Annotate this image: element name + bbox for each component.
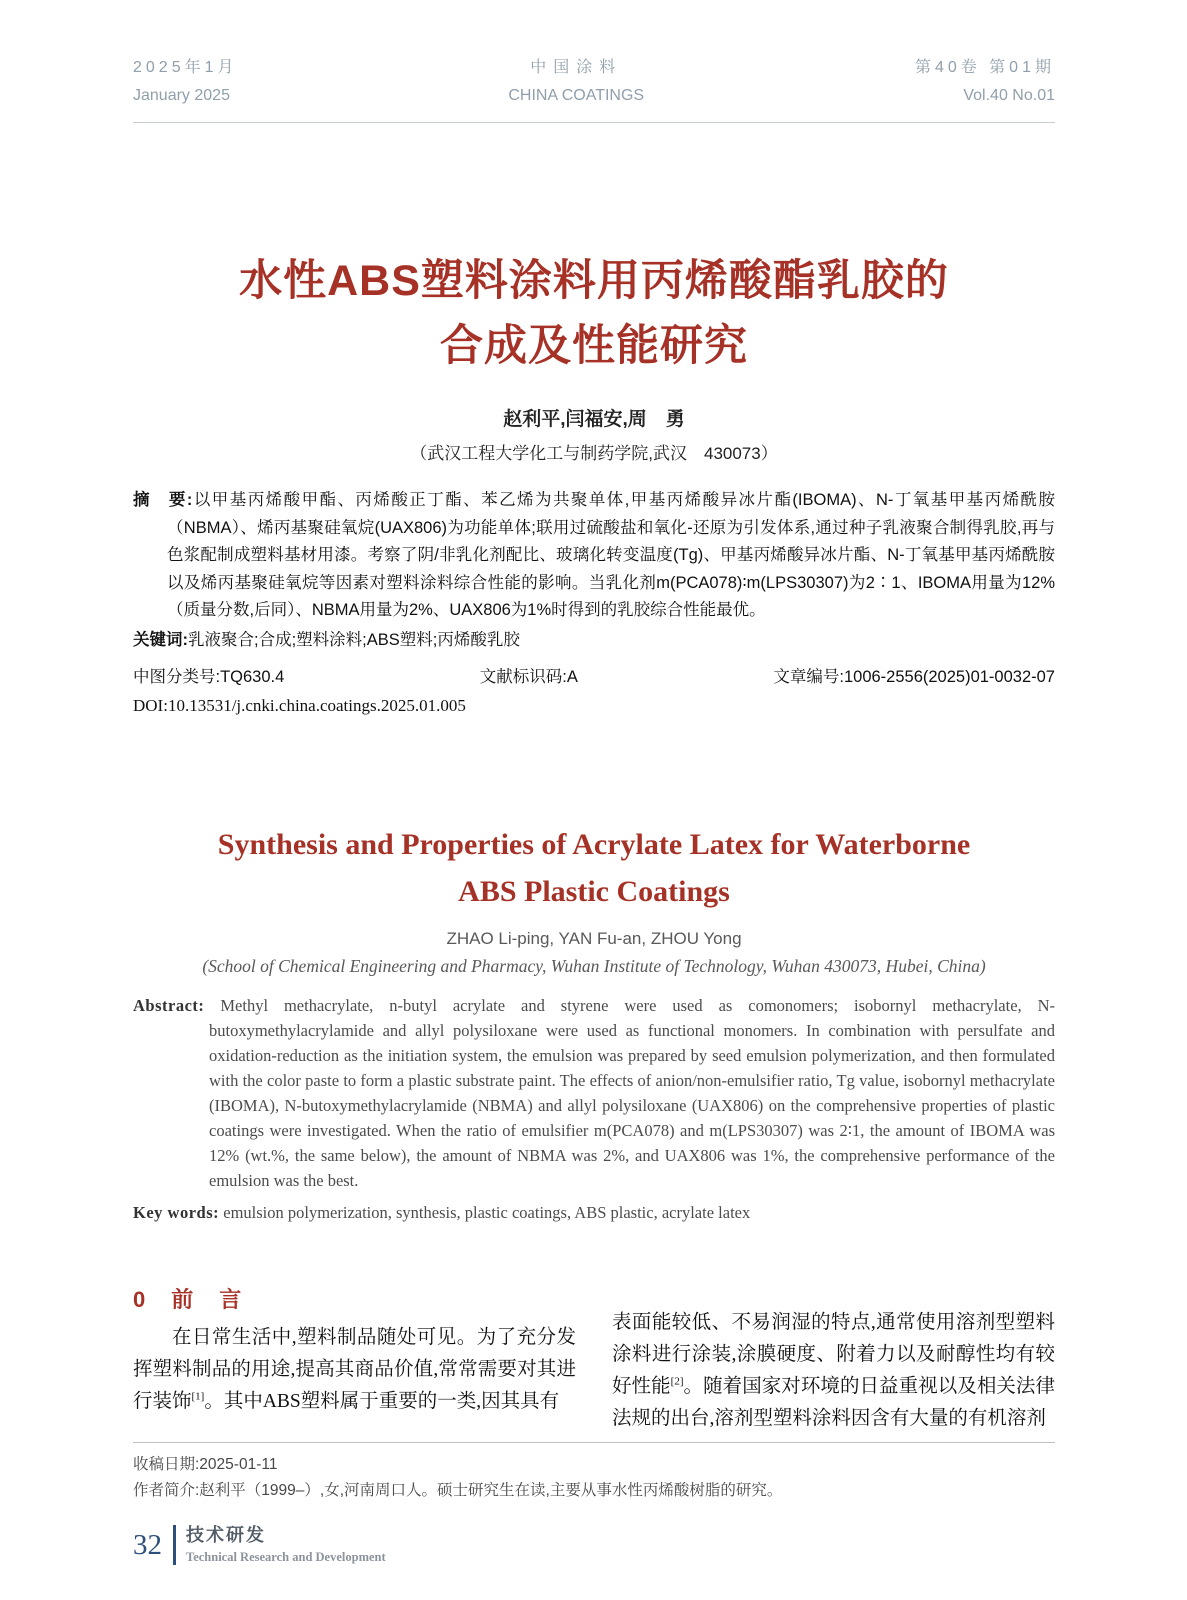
header-journal-name [508,54,644,110]
footer-divider-bar [173,1525,176,1565]
author-bio: 作者简介:赵利平（1999–）,女,河南周口人。硕士研究生在读,主要从事水性丙烯酸树脂的研究。 [133,1482,783,1499]
footnote-block [133,1442,1055,1504]
doi: DOI:10.13531/j.cnki.china.coatings.2025.01.005 [133,696,466,715]
affiliation-cn: （武汉工程大学化工与制药学院,武汉 430073） [410,444,778,463]
header-issue-date [133,54,238,110]
section-0-heading: 0 前 言 [133,1287,244,1312]
intro-right-text-after: 。随着国家对环境的日益重视以及相关法律法规的出台,溶剂型塑料涂料因含有大量的有机溶剂 [612,1376,1055,1429]
intro-left-text-after: 。其中ABS塑料属于重要的一类,因其具有 [204,1391,560,1412]
keywords-cn-text: 乳液聚合;合成;塑料涂料;ABS塑料;丙烯酸乳胶 [188,630,520,649]
header-date-en: January 2025 [133,87,230,104]
volume-issue-en-text: Vol.40 No.01 [963,87,1055,104]
abstract-cn-label: 摘 要: [133,491,193,509]
affiliation-en: (School of Chemical Engineering and Pharmacy, Wuhan Institute of Technology, Wuhan 430073, Hubei, China) [202,956,986,976]
keywords-en-text: emulsion polymerization, synthesis, plastic coatings, ABS plastic, acrylate latex [223,1203,751,1222]
classification-row [133,663,1055,687]
received-date: 收稿日期:2025-01-11 [133,1456,278,1473]
keywords-en-label: Key words: [133,1203,220,1222]
journal-header [133,0,1055,123]
article-id: 文章编号:1006-2556(2025)01-0032-07 [773,668,1055,686]
body-column-left [133,1285,576,1435]
abstract-cn [133,487,1055,625]
clc-number: 中图分类号:TQ630.4 [133,668,285,686]
intro-paragraph-left [133,1322,576,1418]
title-en-line1: Synthesis and Properties of Acrylate Latex for Waterborne [217,828,971,861]
article-title-en [133,822,1055,915]
volume-issue-cn: 第40卷 第01期 [914,59,1055,76]
abstract-en-text: Methyl methacrylate, n-butyl acrylate and styrene were used as comonomers; isobornyl methacrylate, N-butoxymethylacrylamide and allyl polysiloxane were used as functional monomers. In combination with persulfate and oxidation-reduction as the initiation system, the emulsion was prepared by seed emulsion polymerization, and then formulated with the color paste to form a plastic substrate paint. The effects of anion/non-emulsifier ratio, Tg value, isobornyl methacrylate (IBOMA), N-butoxymethylacrylamide (NBMA) and allyl polysiloxane (UAX806) on the comprehensive properties of plastic coatings were investigated. When the ratio of emulsifier m(PCA078) and m(LPS30307) was 2∶1, the amount of IBOMA was 12% (wt.%, the same below), the amount of NBMA was 2%, and UAX806 was 1%, the comprehensive performance of the emulsion was the best. [209,996,1055,1190]
footer-column-en: Technical Research and Development [186,1549,386,1564]
page-footer [133,1525,1055,1565]
citation-1: [1] [191,1390,205,1403]
body-columns [133,1285,1055,1435]
keywords-cn [133,627,1055,655]
title-cn-line1: 水性ABS塑料涂料用丙烯酸酯乳胶的 [239,257,949,305]
document-code: 文献标识码:A [479,668,578,686]
abstract-en-label: Abstract: [133,996,205,1015]
intro-right-text: 表面能较低、不易润湿的特点,通常使用溶剂型塑料涂料进行涂装,涂膜硬度、附着力以及耐醇性均有较好性能 [612,1312,1055,1397]
keywords-cn-label: 关键词: [133,630,188,649]
article-title-cn [133,249,1055,378]
title-en-line2: ABS Plastic Coatings [458,874,730,908]
intro-paragraph-right [612,1307,1055,1435]
footer-column-cn: 技术研发 [186,1525,266,1546]
abstract-en [133,993,1055,1193]
footer-column-title [186,1525,386,1565]
page-number: 32 [133,1528,162,1561]
authors-en: ZHAO Li-ping, YAN Fu-an, ZHOU Yong [446,929,742,948]
header-date-cn: 2025年1月 [133,59,238,76]
volume-issue-en [915,82,1055,110]
intro-left-text: 在日常生活中,塑料制品随处可见。为了充分发挥塑料制品的用途,提高其商品价值,常常需要对其进行装饰 [133,1327,576,1412]
abstract-cn-text: 以甲基丙烯酸甲酯、丙烯酸正丁酯、苯乙烯为共聚单体,甲基丙烯酸异冰片酯(IBOMA)、N-丁氧基甲基丙烯酰胺（NBMA）、烯丙基聚硅氧烷(UAX806)为功能单体;联用过硫酸盐和氧化-还原为引发体系,通过种子乳液聚合制得乳胶,再与色浆配制成塑料基材用漆。考察了阴/非乳化剂配比、玻璃化转变温度(Tg)、甲基丙烯酸异冰片酯、N-丁氧基甲基丙烯酰胺以及烯丙基聚硅氧烷等因素对塑料涂料综合性能的影响。当乳化剂m(PCA078)∶m(LPS30307)为2∶1、IBOMA用量为12%（质量分数,后同）、NBMA用量为2%、UAX806为1%时得到的乳胶综合性能最优。 [167,491,1055,619]
title-cn-line2: 合成及性能研究 [440,321,748,370]
authors-cn: 赵利平,闫福安,周 勇 [503,409,685,430]
header-volume-issue [915,54,1055,110]
body-column-right [612,1285,1055,1435]
citation-2: [2] [670,1375,684,1388]
journal-name-en: CHINA COATINGS [508,87,645,104]
journal-name-cn: 中国涂料 [530,59,623,76]
keywords-en [133,1200,1055,1225]
